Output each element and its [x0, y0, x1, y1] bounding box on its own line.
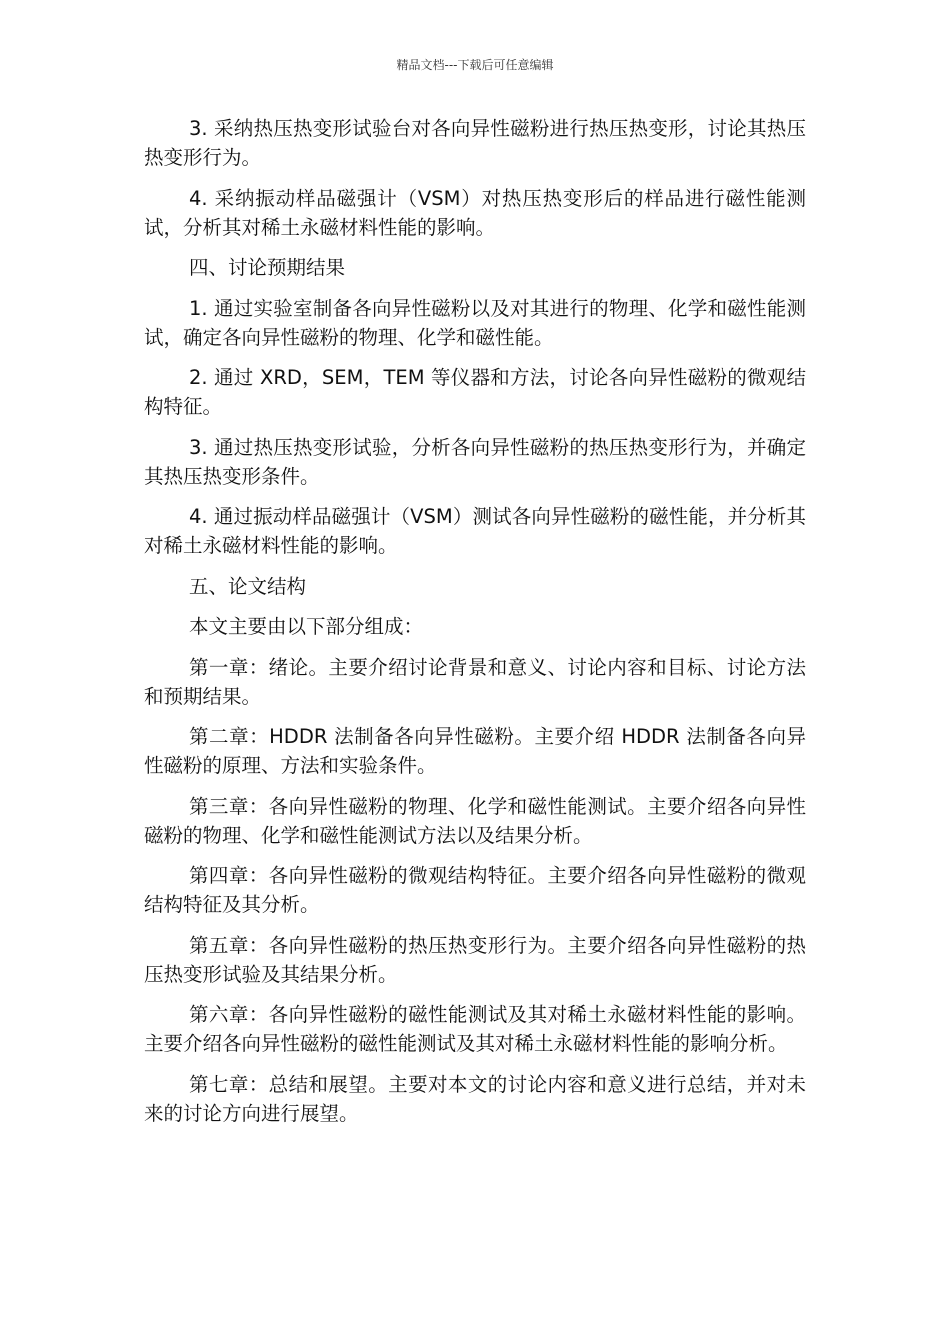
paragraph-result-1: 1. 通过实验室制备各向异性磁粉以及对其进行的物理、化学和磁性能测试，确定各向异性磁粉的物理、化学和磁性能。: [144, 296, 806, 349]
paragraph-chapter-4: 第四章：各向异性磁粉的微观结构特征。主要介绍各向异性磁粉的微观结构特征及其分析。: [144, 864, 806, 916]
section-heading-expected-results: 四、讨论预期结果: [189, 256, 346, 279]
paragraph-chapter-6: 第六章：各向异性磁粉的磁性能测试及其对稀土永磁材料性能的影响。主要介绍各向异性磁粉的磁性能测试及其对稀土永磁材料性能的影响分析。: [144, 1003, 806, 1055]
paragraph-result-2: 2. 通过 XRD，SEM，TEM 等仪器和方法，讨论各向异性磁粉的微观结构特征。: [144, 366, 806, 418]
paragraph-chapter-1: 第一章：绪论。主要介绍讨论背景和意义、讨论内容和目标、讨论方法和预期结果。: [144, 655, 806, 708]
paragraph-chapter-3: 第三章：各向异性磁粉的物理、化学和磁性能测试。主要介绍各向异性磁粉的物理、化学和磁性能测试方法以及结果分析。: [144, 794, 806, 847]
paragraph-chapter-5: 第五章：各向异性磁粉的热压热变形行为。主要介绍各向异性磁粉的热压热变形试验及其结果分析。: [144, 933, 806, 986]
page-header: 精品文档---下载后可任意编辑: [396, 58, 554, 72]
section-heading-thesis-structure: 五、论文结构: [189, 574, 307, 598]
paragraph-chapter-2: 第二章：HDDR 法制备各向异性磁粉。主要介绍 HDDR 法制备各向异性磁粉的原理、方法和实验条件。: [144, 725, 806, 777]
document-body: [144, 114, 806, 1139]
paragraph-result-4: 4. 通过振动样品磁强计（VSM）测试各向异性磁粉的磁性能，并分析其对稀土永磁材料性能的影响。: [144, 505, 806, 557]
paragraph-result-3: 3. 通过热压热变形试验，分析各向异性磁粉的热压热变形行为，并确定其热压热变形条件。: [144, 435, 806, 488]
paragraph-chapter-7: 第七章：总结和展望。主要对本文的讨论内容和意义进行总结，并对未来的讨论方向进行展望。: [144, 1072, 806, 1125]
paragraph-structure-intro: 本文主要由以下部分组成：: [189, 615, 424, 638]
paragraph-method-4: 4. 采纳振动样品磁强计（VSM）对热压热变形后的样品进行磁性能测试，分析其对稀土永磁材料性能的影响。: [144, 186, 806, 239]
paragraph-method-3: 3. 采纳热压热变形试验台对各向异性磁粉进行热压热变形，讨论其热压热变形行为。: [144, 117, 806, 169]
